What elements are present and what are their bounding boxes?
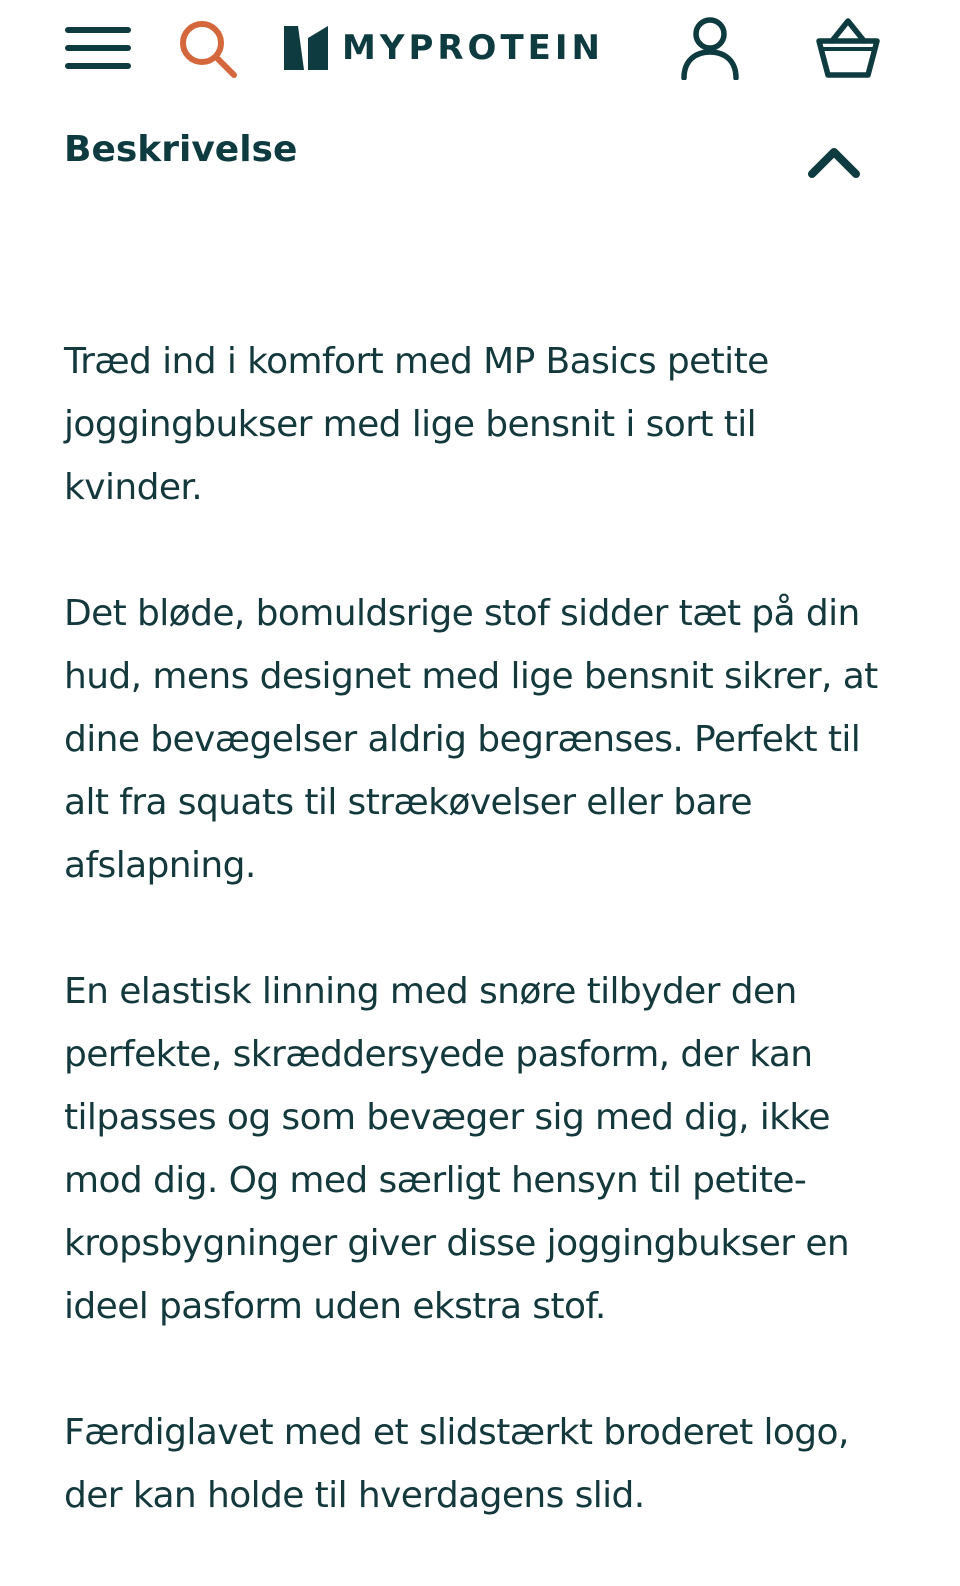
description-paragraph: Træd ind i komfort med MP Basics petite joggingbukser med lige bensnit i sort til kvinder. — [64, 341, 769, 508]
myprotein-logo[interactable] — [282, 22, 632, 74]
chevron-up-icon[interactable] — [806, 144, 862, 180]
search-icon — [176, 17, 240, 81]
description-content — [64, 330, 894, 1586]
user-account-icon — [679, 16, 741, 80]
description-accordion-header[interactable] — [0, 104, 960, 214]
description-paragraph: En elastisk linning med snøre tilbyder den perfekte, skræddersyede pasform, der kan tilpasses og som bevæger sig med dig, ikke mod dig. Og med særligt hensyn til petite-kropsbygninger giver disse joggingbukser en ideel pasform uden ekstra stof. — [64, 971, 850, 1327]
hamburger-menu-icon — [65, 25, 131, 71]
shopping-basket-icon — [815, 17, 881, 79]
section-title: Beskrivelse — [64, 129, 298, 170]
menu-button[interactable] — [60, 18, 136, 78]
description-paragraph: Det bløde, bomuldsrige stof sidder tæt på din hud, mens designet med lige bensnit sikrer, at dine bevægelser aldrig begrænses. Perfekt til alt fra squats til strækøvelser eller bare afslapning. — [64, 593, 878, 886]
myprotein-logo-mark — [282, 26, 330, 70]
description-paragraph: Færdiglavet med et slidstærkt broderet logo, der kan holde til hverdagens slid. — [64, 1412, 849, 1516]
search-button[interactable] — [170, 14, 246, 84]
basket-button[interactable] — [808, 12, 888, 84]
logo-wordmark: MYPROTEIN — [342, 28, 604, 68]
site-header — [0, 0, 960, 104]
account-button[interactable] — [672, 10, 748, 86]
